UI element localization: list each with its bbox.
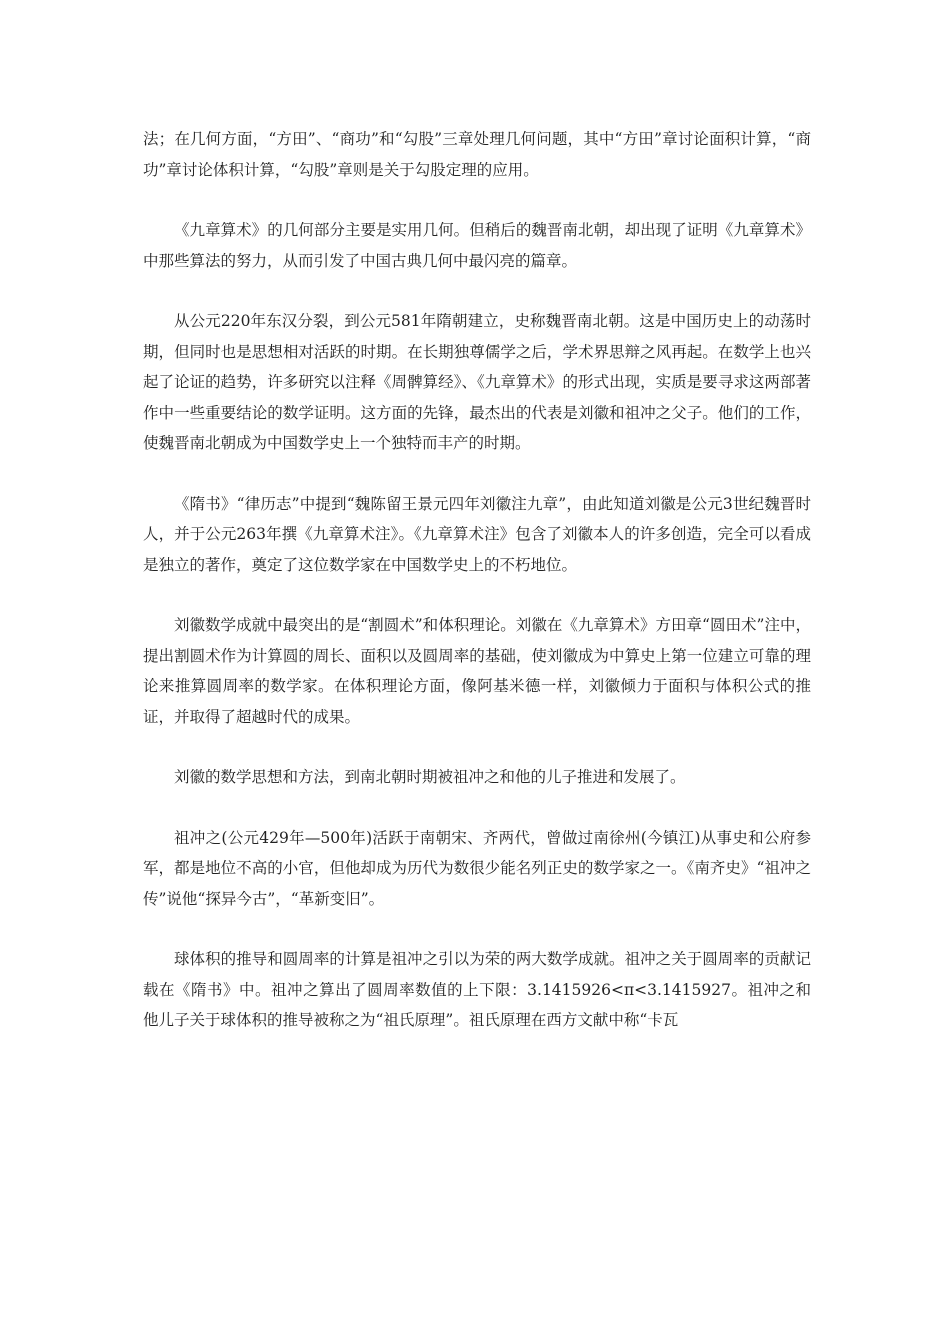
paragraph-liu-hui-achievements: 刘徽数学成就中最突出的是“割圆术”和体积理论。刘徽在《九章算术》方田章“圆田术”注中，提出割圆术作为计算圆的周长、面积以及圆周率的基础，使刘徽成为中算史上第一位建立可靠的理论来推算圆周率的数学家。在体积理论方面，像阿基米德一样，刘徽倾力于面积与体积公式的推证，并取得了超越时代的成果。	[143, 616, 811, 726]
paragraph-geometry-chapters: 法；在几何方面，“方田”、“商功”和“勾股”三章处理几何问题，其中“方田”章讨论面积计算，“商功”章讨论体积计算，“勾股”章则是关于勾股定理的应用。	[143, 130, 811, 179]
document-body	[143, 124, 811, 1066]
paragraph-zu-chongzhi-achievements: 球体积的推导和圆周率的计算是祖冲之引以为荣的两大数学成就。祖冲之关于圆周率的贡献记载在《隋书》中。祖冲之算出了圆周率数值的上下限：3.1415926<π<3.1415927。祖冲之和他儿子关于球体积的推导被称之为“祖氏原理”。祖氏原理在西方文献中称“卡瓦	[143, 950, 811, 1029]
paragraph-wei-jin-period: 从公元220年东汉分裂，到公元581年隋朝建立，史称魏晋南北朝。这是中国历史上的动荡时期，但同时也是思想相对活跃的时期。在长期独尊儒学之后，学术界思辩之风再起。在数学上也兴起了论证的趋势，许多研究以注释《周髀算经》、《九章算术》的形式出现，实质是要寻求这两部著作中一些重要结论的数学证明。这方面的先锋，最杰出的代表是刘徽和祖冲之父子。他们的工作，使魏晋南北朝成为中国数学史上一个独特而丰产的时期。	[143, 312, 811, 452]
paragraph-zu-chongzhi-bio: 祖冲之(公元429年—500年)活跃于南朝宋、齐两代，曾做过南徐州(今镇江)从事史和公府参军，都是地位不高的小官，但他却成为历代为数很少能名列正史的数学家之一。《南齐史》“祖冲之传”说他“探异今古”，“革新变旧”。	[143, 828, 811, 908]
paragraph-liu-hui-origin: 《隋书》“律历志”中提到“魏陈留王景元四年刘徽注九章”，由此知道刘徽是公元3世纪魏晋时人，并于公元263年撰《九章算术注》。《九章算术注》包含了刘徽本人的许多创造，完全可以看成是独立的著作，奠定了这位数学家在中国数学史上的不朽地位。	[143, 494, 811, 574]
paragraph-liu-hui-legacy: 刘徽的数学思想和方法，到南北朝时期被祖冲之和他的儿子推进和发展了。	[174, 768, 686, 786]
paragraph-practical-geometry: 《九章算术》的几何部分主要是实用几何。但稍后的魏晋南北朝，却出现了证明《九章算术》中那些算法的努力，从而引发了中国古典几何中最闪亮的篇章。	[143, 221, 811, 270]
